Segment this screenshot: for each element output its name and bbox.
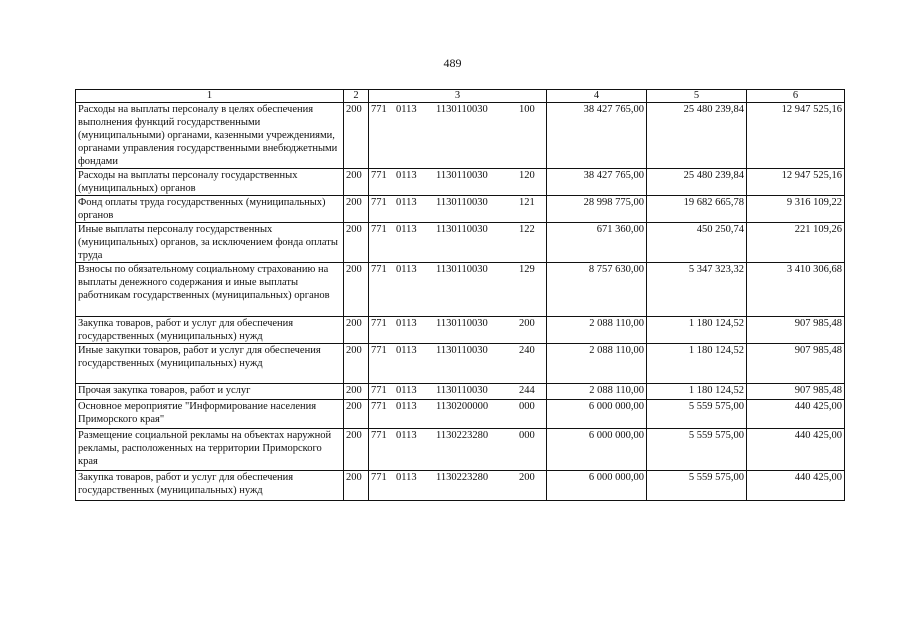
column-header-6: 6	[747, 90, 845, 103]
row-value-4: 671 360,00	[547, 223, 647, 263]
row-value-6: 440 425,00	[747, 400, 845, 429]
row-name: Расходы на выплаты персоналу государственных (муниципальных) органов	[76, 169, 344, 196]
expense-type-code: 000	[519, 430, 535, 441]
row-value-5: 5 559 575,00	[647, 400, 747, 429]
row-value-6: 907 985,48	[747, 384, 845, 400]
row-value-4: 38 427 765,00	[547, 103, 647, 169]
column-header-3: 3	[369, 90, 547, 103]
expense-type-code: 100	[519, 104, 535, 115]
section-code: 0113	[396, 385, 417, 396]
expense-type-code: 121	[519, 197, 535, 208]
table-row	[76, 344, 845, 384]
section-code: 0113	[396, 170, 417, 181]
row-classification	[369, 344, 547, 384]
row-value-5: 5 559 575,00	[647, 471, 747, 501]
row-classification	[369, 263, 547, 317]
row-value-5: 1 180 124,52	[647, 384, 747, 400]
section-code: 0113	[396, 104, 417, 115]
ministry-code: 771	[371, 430, 387, 441]
row-value-5: 19 682 665,78	[647, 196, 747, 223]
row-code: 200	[344, 471, 369, 501]
row-classification	[369, 317, 547, 344]
expense-type-code: 122	[519, 224, 535, 235]
row-value-4: 2 088 110,00	[547, 384, 647, 400]
row-name: Расходы на выплаты персоналу в целях обеспечения выполнения функций государственными (муниципальными) органами, казенными учреждениями, органами управления государственными внебюджетными фондами	[76, 103, 344, 169]
table-row	[76, 263, 845, 317]
ministry-code: 771	[371, 472, 387, 483]
table-row	[76, 471, 845, 501]
row-value-5: 1 180 124,52	[647, 317, 747, 344]
ministry-code: 771	[371, 170, 387, 181]
expense-type-code: 200	[519, 472, 535, 483]
expense-type-code: 120	[519, 170, 535, 181]
article-code: 1130200000	[436, 401, 489, 412]
article-code: 1130110030	[436, 104, 488, 115]
column-header-2: 2	[344, 90, 369, 103]
row-value-5: 5 559 575,00	[647, 429, 747, 471]
row-name: Закупка товаров, работ и услуг для обеспечения государственных (муниципальных) нужд	[76, 471, 344, 501]
row-value-5: 25 480 239,84	[647, 169, 747, 196]
row-value-6: 907 985,48	[747, 317, 845, 344]
table-row	[76, 196, 845, 223]
table-row	[76, 223, 845, 263]
row-value-5: 5 347 323,32	[647, 263, 747, 317]
article-code: 1130110030	[436, 318, 488, 329]
row-classification	[369, 400, 547, 429]
section-code: 0113	[396, 224, 417, 235]
row-value-6: 12 947 525,16	[747, 103, 845, 169]
budget-table	[75, 89, 845, 501]
row-classification	[369, 223, 547, 263]
ministry-code: 771	[371, 345, 387, 356]
row-code: 200	[344, 384, 369, 400]
expense-type-code: 200	[519, 318, 535, 329]
row-classification	[369, 384, 547, 400]
article-code: 1130223280	[436, 472, 489, 483]
table-row	[76, 103, 845, 169]
row-value-5: 1 180 124,52	[647, 344, 747, 384]
section-code: 0113	[396, 345, 417, 356]
row-value-5: 25 480 239,84	[647, 103, 747, 169]
row-value-6: 440 425,00	[747, 471, 845, 501]
ministry-code: 771	[371, 318, 387, 329]
ministry-code: 771	[371, 104, 387, 115]
expense-type-code: 244	[519, 385, 535, 396]
row-code: 200	[344, 169, 369, 196]
row-value-4: 6 000 000,00	[547, 429, 647, 471]
row-code: 200	[344, 103, 369, 169]
article-code: 1130110030	[436, 345, 488, 356]
column-header-4: 4	[547, 90, 647, 103]
article-code: 1130110030	[436, 170, 488, 181]
expense-type-code: 000	[519, 401, 535, 412]
row-classification	[369, 196, 547, 223]
row-classification	[369, 169, 547, 196]
table-row	[76, 317, 845, 344]
ministry-code: 771	[371, 224, 387, 235]
section-code: 0113	[396, 264, 417, 275]
row-value-4: 2 088 110,00	[547, 344, 647, 384]
ministry-code: 771	[371, 385, 387, 396]
row-value-6: 3 410 306,68	[747, 263, 845, 317]
expense-type-code: 129	[519, 264, 535, 275]
row-code: 200	[344, 317, 369, 344]
row-name: Взносы по обязательному социальному страхованию на выплаты денежного содержания и иные выплаты работникам государственных (муниципальных) органов	[76, 263, 344, 317]
section-code: 0113	[396, 472, 417, 483]
table-body	[76, 103, 845, 501]
article-code: 1130110030	[436, 264, 488, 275]
article-code: 1130110030	[436, 385, 488, 396]
row-value-4: 6 000 000,00	[547, 471, 647, 501]
row-name: Прочая закупка товаров, работ и услуг	[76, 384, 344, 400]
row-value-4: 2 088 110,00	[547, 317, 647, 344]
table-row	[76, 384, 845, 400]
article-code: 1130223280	[436, 430, 489, 441]
row-code: 200	[344, 344, 369, 384]
ministry-code: 771	[371, 264, 387, 275]
row-code: 200	[344, 400, 369, 429]
column-header-1: 1	[76, 90, 344, 103]
table-row	[76, 400, 845, 429]
section-code: 0113	[396, 318, 417, 329]
column-header-5: 5	[647, 90, 747, 103]
row-code: 200	[344, 196, 369, 223]
table-header-row	[76, 90, 845, 103]
row-value-4: 8 757 630,00	[547, 263, 647, 317]
section-code: 0113	[396, 401, 417, 412]
row-name: Иные выплаты персоналу государственных (муниципальных) органов, за исключением фонда оплаты труда	[76, 223, 344, 263]
row-value-6: 440 425,00	[747, 429, 845, 471]
table-row	[76, 169, 845, 196]
article-code: 1130110030	[436, 197, 488, 208]
row-value-5: 450 250,74	[647, 223, 747, 263]
row-code: 200	[344, 429, 369, 471]
row-code: 200	[344, 263, 369, 317]
section-code: 0113	[396, 197, 417, 208]
row-name: Фонд оплаты труда государственных (муниципальных) органов	[76, 196, 344, 223]
row-classification	[369, 103, 547, 169]
row-code: 200	[344, 223, 369, 263]
expense-type-code: 240	[519, 345, 535, 356]
row-name: Размещение социальной рекламы на объектах наружной рекламы, расположенных на территории Приморского края	[76, 429, 344, 471]
page-number: 489	[443, 56, 462, 70]
row-value-4: 38 427 765,00	[547, 169, 647, 196]
row-value-4: 28 998 775,00	[547, 196, 647, 223]
row-classification	[369, 471, 547, 501]
row-name: Закупка товаров, работ и услуг для обеспечения государственных (муниципальных) нужд	[76, 317, 344, 344]
row-value-6: 907 985,48	[747, 344, 845, 384]
row-value-6: 12 947 525,16	[747, 169, 845, 196]
row-value-6: 9 316 109,22	[747, 196, 845, 223]
article-code: 1130110030	[436, 224, 488, 235]
row-name: Иные закупки товаров, работ и услуг для обеспечения государственных (муниципальных) нужд	[76, 344, 344, 384]
row-name: Основное мероприятие "Информирование населения Приморского края"	[76, 400, 344, 429]
ministry-code: 771	[371, 197, 387, 208]
table-row	[76, 429, 845, 471]
section-code: 0113	[396, 430, 417, 441]
ministry-code: 771	[371, 401, 387, 412]
row-value-6: 221 109,26	[747, 223, 845, 263]
row-classification	[369, 429, 547, 471]
row-value-4: 6 000 000,00	[547, 400, 647, 429]
